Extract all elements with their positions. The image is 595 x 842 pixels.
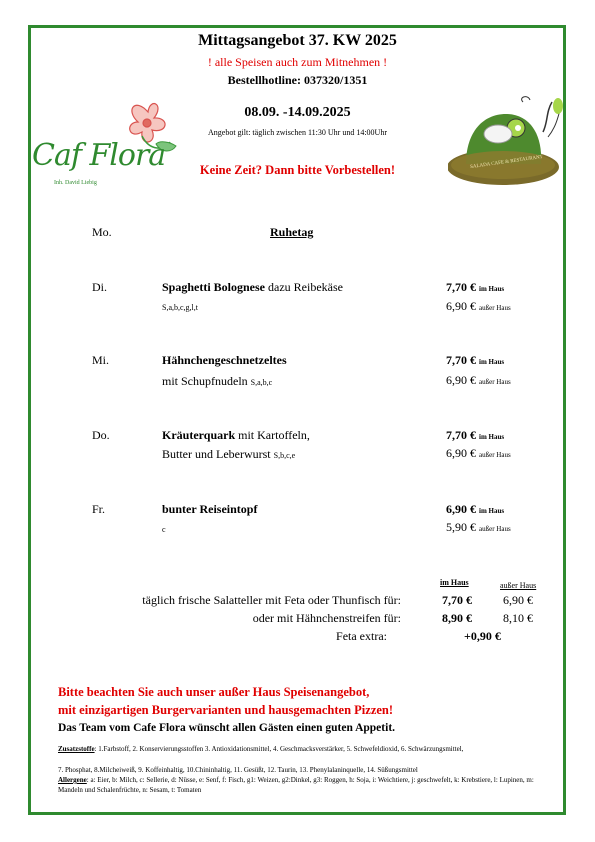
price-in-thu: 7,70 € im Haus	[446, 428, 505, 442]
dish-wed: Hähnchengeschnetzeltes	[162, 353, 287, 367]
logo-text: Caf Flora	[32, 138, 166, 173]
salada-logo	[448, 92, 563, 192]
dish-thu: Kräuterquark mit Kartoffeln,	[162, 428, 310, 442]
team-message: Das Team vom Cafe Flora wünscht allen Gästen einen guten Appetit.	[58, 722, 396, 734]
salad-row-2-out: 8,10 €	[503, 611, 533, 625]
price-in-fri: 6,90 € im Haus	[446, 502, 505, 516]
order-hotline: Bestellhotline: 037320/1351	[227, 73, 368, 87]
salad-row-3-price: +0,90 €	[464, 629, 501, 643]
footnote-additives-2: 7. Phosphat, 8.Milcheiweiß, 9. Koffeinhaltig, 10.Chininhaltig, 11. Gesüßt, 12. Taurin, 13. Phenylalaninquelle, 14. Süßungsmittel	[58, 766, 418, 774]
price-out-wed: 6,90 € außer Haus	[446, 373, 511, 387]
notice-line-1: Bitte beachten Sie auch unser außer Haus Speisenangebot,	[58, 685, 370, 699]
hat-icon	[448, 92, 563, 192]
allergens-fri: c	[162, 525, 166, 534]
salad-row-3-label: Feta extra:	[336, 629, 387, 643]
price-in-wed: 7,70 € im Haus	[446, 353, 505, 367]
dish-tue: Spaghetti Bolognese dazu Reibekäse	[162, 280, 343, 294]
day-mon: Mo.	[92, 225, 112, 239]
col-header-in: im Haus	[440, 578, 469, 587]
dish-fri: bunter Reiseintopf	[162, 502, 258, 516]
dish-wed-line2: mit Schupfnudeln S,a,b,c	[162, 374, 273, 388]
day-fri: Fr.	[92, 502, 106, 516]
price-out-thu: 6,90 € außer Haus	[446, 446, 511, 460]
allergens-tue: S,a,b,c,g,l,t	[162, 303, 198, 312]
footnote-additives: Zusatzstoffe: 1.Farbstoff, 2. Konservierungsstoffen 3. Antioxidationsmittel, 4. Geschmacksverstärker, 5. Schwefeldioxid, 6. Schwärzungsmittel,	[58, 745, 464, 753]
salad-row-2-label: oder mit Hähnchenstreifen für:	[252, 611, 401, 625]
salad-row-2-in: 8,90 €	[442, 611, 472, 625]
day-wed: Mi.	[92, 353, 110, 367]
price-out-tue: 6,90 € außer Haus	[446, 299, 511, 313]
week-dates: 08.09. -14.09.2025	[244, 105, 351, 120]
notice-line-2: mit einzigartigen Burgervarianten und hausgemachten Pizzen!	[58, 703, 394, 717]
preorder-notice: Keine Zeit? Dann bitte Vorbestellen!	[199, 163, 396, 177]
cafe-flora-logo	[30, 92, 180, 192]
offer-hours: Angebot gilt: täglich zwischen 11:30 Uhr und 14:00Uhr	[207, 128, 387, 137]
col-header-out: außer Haus	[500, 581, 537, 590]
footnote-allergens: Allergene: a: Eier, b: Milch, c: Sellerie, d: Nüsse, e: Senf, f: Fisch, g1: Weizen, g2:Dinkel, g3: Roggen, h: Soja, i: Weichtiere, j: geschwefelt, k: Krebstiere, l: Lupinen, m: Mandeln und Schalenfrüchte, n: Sesam, t: Tomaten	[58, 776, 534, 794]
takeaway-notice: ! alle Speisen auch zum Mitnehmen !	[207, 55, 388, 69]
salad-row-1-in: 7,70 €	[442, 593, 472, 607]
salad-row-1-label: täglich frische Salatteller mit Feta oder Thunfisch für:	[142, 593, 401, 607]
salad-row-1-out: 6,90 €	[503, 593, 533, 607]
day-tue: Di.	[92, 280, 107, 294]
day-thu: Do.	[92, 428, 110, 442]
price-in-tue: 7,70 € im Haus	[446, 280, 505, 294]
price-out-fri: 5,90 € außer Haus	[446, 520, 511, 534]
salada-logo-text: SALADA CAFE & RESTAURANT	[470, 154, 544, 171]
rest-day: Ruhetag	[270, 225, 314, 239]
page-title: Mittagsangebot 37. KW 2025	[198, 32, 397, 49]
logo-owner: Inh. David Liebig	[54, 180, 97, 186]
dish-thu-line2: Butter und Leberwurst S,b,c,e	[162, 447, 296, 461]
